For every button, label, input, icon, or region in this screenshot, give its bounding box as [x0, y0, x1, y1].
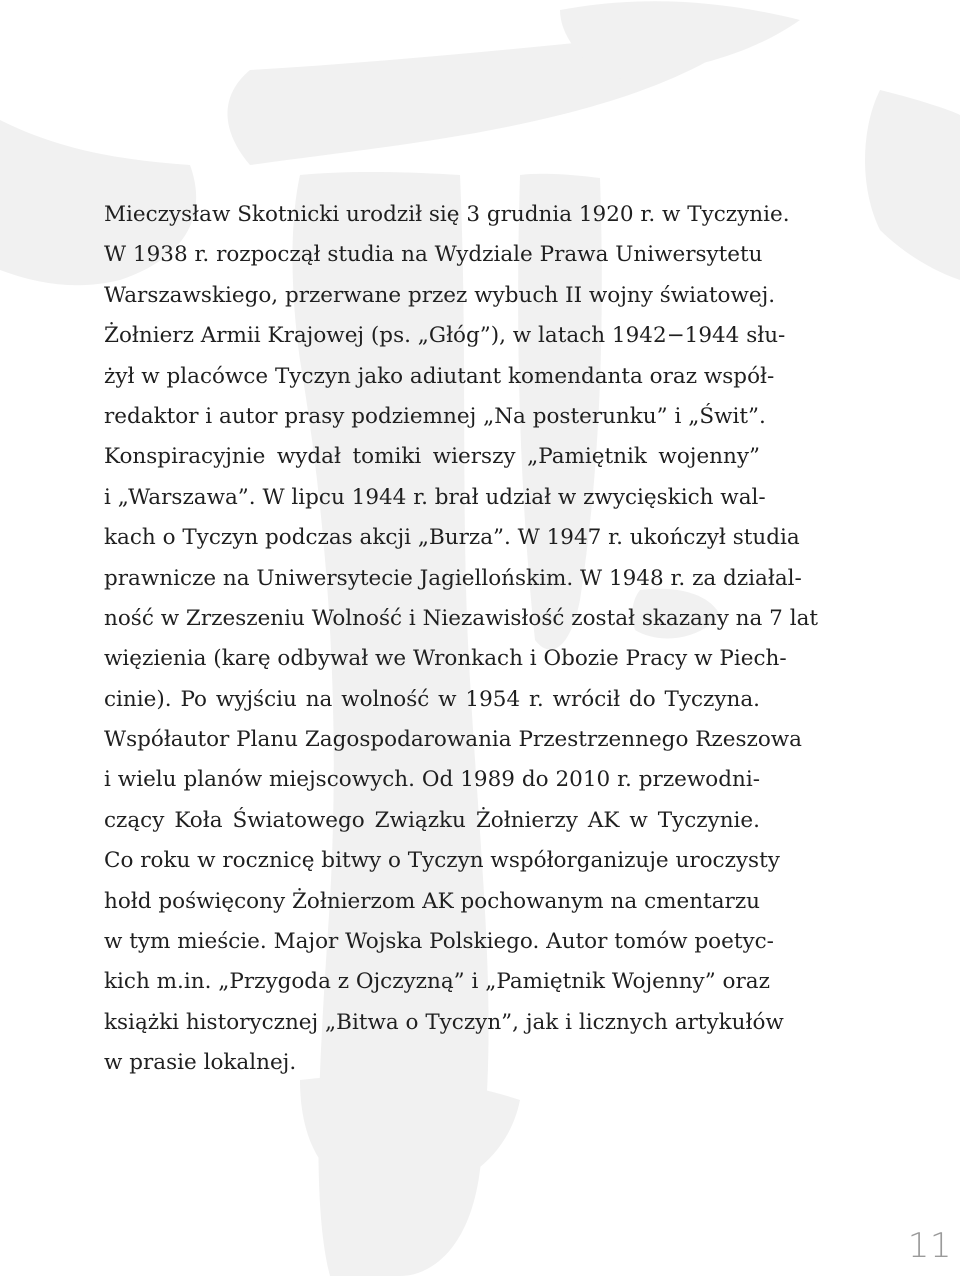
text-line: Mieczysław Skotnicki urodził się 3 grudnia 1920 r. w Tyczynie. — [104, 202, 790, 227]
text-line: i wielu planów miejscowych. Od 1989 do 2010 r. przewodni- — [104, 767, 760, 793]
page-number: 11 — [907, 1226, 952, 1266]
text-line: kach o Tyczyn podczas akcji „Burza”. W 1947 r. ukończył studia — [104, 525, 800, 551]
text-line: prawnicze na Uniwersytecie Jagiellońskim. W 1948 r. za działal- — [104, 565, 802, 591]
text-line: hołd poświęcony Żołnierzom AK pochowanym na cmentarzu — [104, 888, 760, 914]
text-line: w prasie lokalnej. — [104, 1050, 297, 1076]
text-line: Warszawskiego, przerwane przez wybuch II wojny światowej. — [104, 282, 776, 308]
body-paragraph — [104, 195, 819, 1084]
text-line: cinie). Po wyjściu na wolność w 1954 r. wrócił do Tyczyna. — [104, 686, 760, 712]
text-line: Co roku w rocznicę bitwy o Tyczyn współorganizuje uroczysty — [104, 848, 780, 874]
text-line: redaktor i autor prasy podziemnej „Na posterunku” i „Świt”. — [104, 403, 766, 429]
text-line: żył w placówce Tyczyn jako adiutant komendanta oraz współ- — [104, 363, 775, 389]
text-line: Konspiracyjnie wydał tomiki wierszy „Pamiętnik wojenny” — [104, 444, 760, 470]
text-line: ność w Zrzeszeniu Wolność i Niezawisłość został skazany na 7 lat — [104, 605, 819, 631]
text-line: więzienia (karę odbywał we Wronkach i Obozie Pracy w Piech- — [104, 646, 787, 672]
text-line: czący Koła Światowego Związku Żołnierzy AK w Tyczynie. — [104, 807, 760, 833]
text-line: i „Warszawa”. W lipcu 1944 r. brał udział w zwycięskich wal- — [104, 484, 766, 510]
text-line: książki historycznej „Bitwa o Tyczyn”, jak i licznych artykułów — [104, 1009, 784, 1035]
text-line: Żołnierz Armii Krajowej (ps. „Głóg”), w latach 1942−1944 słu- — [104, 323, 786, 349]
text-line: Współautor Planu Zagospodarowania Przestrzennego Rzeszowa — [104, 727, 802, 753]
text-line: w tym mieście. Major Wojska Polskiego. Autor tomów poetyc- — [104, 929, 774, 955]
text-line: kich m.in. „Przygoda z Ojczyzną” i „Pamiętnik Wojenny” oraz — [104, 969, 770, 995]
text-line: W 1938 r. rozpoczął studia na Wydziale Prawa Uniwersytetu — [104, 242, 763, 268]
